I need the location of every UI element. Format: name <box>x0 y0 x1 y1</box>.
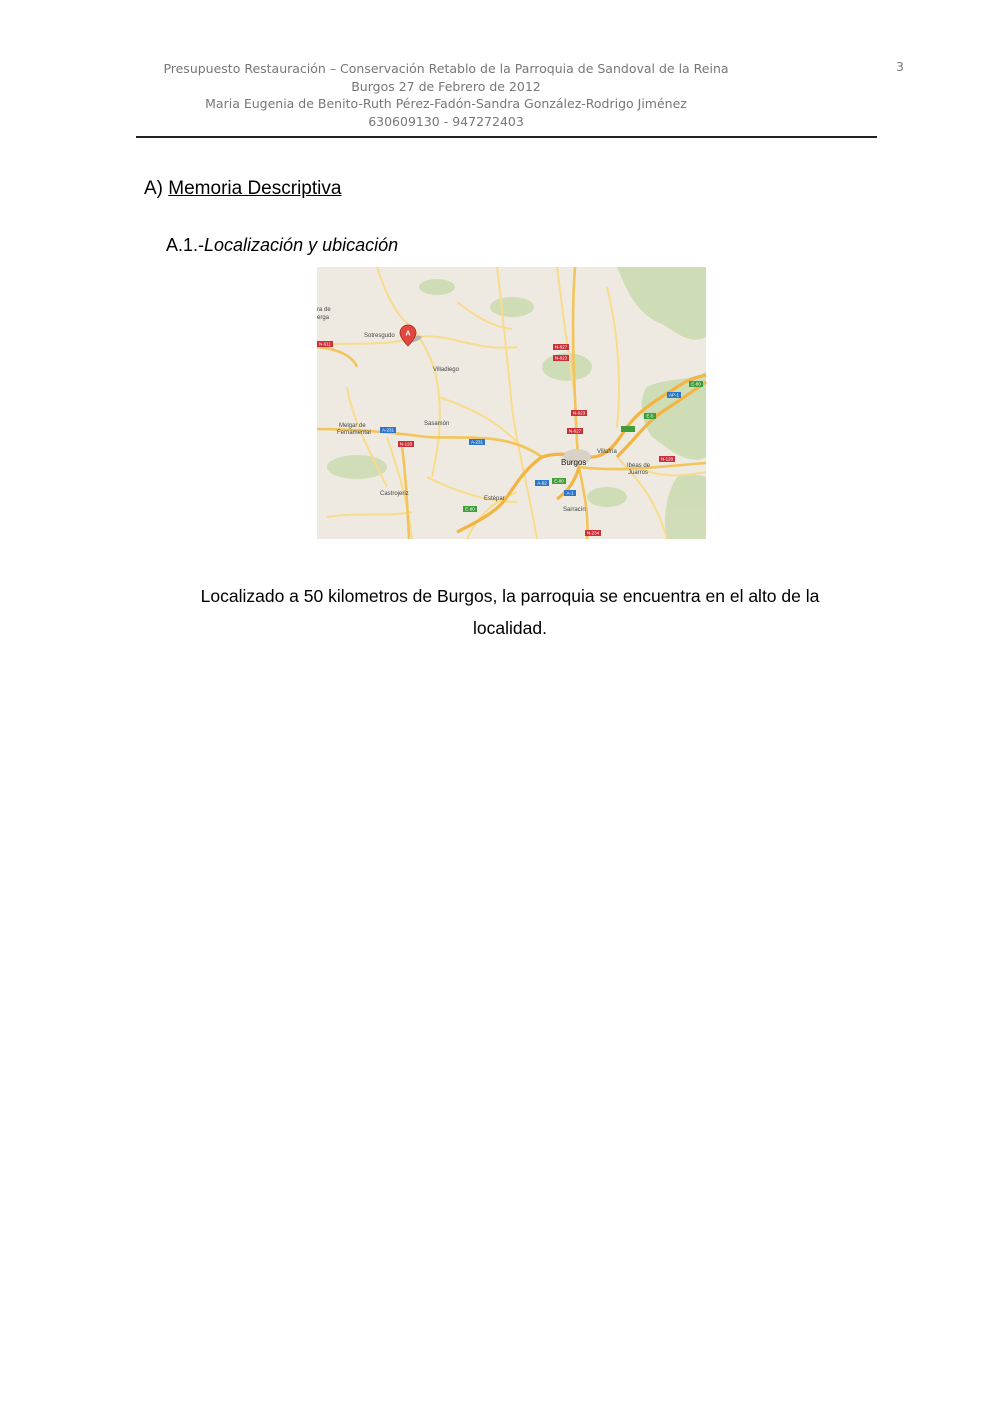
shield-n234 <box>585 530 601 536</box>
shield-e80-d <box>621 426 635 432</box>
shield-a62 <box>535 480 549 486</box>
subsection-title: Localización y ubicación <box>204 235 399 255</box>
shield-n120-a <box>398 441 414 447</box>
place-ibeas-1: Ibeas de <box>627 463 651 469</box>
header-authors: Maria Eugenia de Benito-Ruth Pérez-Fadón-Sandra González-Rodrigo Jiménez <box>205 96 687 111</box>
shield-e5 <box>644 413 656 419</box>
shield-e80-b <box>463 506 477 512</box>
shield-a231-b <box>469 439 485 445</box>
shield-n623-b <box>553 355 569 361</box>
shield-ap1 <box>667 392 681 398</box>
place-ibeas-2: Juarros <box>628 470 649 476</box>
section-title: Memoria Descriptiva <box>168 178 342 199</box>
shield-n611 <box>317 341 333 347</box>
page-number: 3 <box>896 59 904 74</box>
header-date: Burgos 27 de Febrero de 2012 <box>351 78 541 94</box>
header-phones: 630609130 - 947272403 <box>368 113 524 129</box>
svg-text:N-120: N-120 <box>399 441 413 447</box>
svg-text:N-234: N-234 <box>586 530 600 536</box>
place-burgos: Burgos <box>561 458 587 467</box>
subsection-heading <box>166 235 398 256</box>
place-melgar-1: Melgar de <box>339 423 366 429</box>
svg-text:E-80: E-80 <box>554 478 564 484</box>
svg-text:N-611: N-611 <box>319 341 331 347</box>
place-castrojeriz: Castrojeriz <box>380 491 409 497</box>
svg-text:N-120: N-120 <box>660 456 674 462</box>
place-villadiego: Villadiego <box>433 367 459 373</box>
svg-text:N-627: N-627 <box>267 213 280 218</box>
svg-text:N-627: N-627 <box>568 428 582 434</box>
subsection-prefix: A.1.- <box>166 235 205 255</box>
header-title: Presupuesto Restauración – Conservación Retablo de la Parroquia de Sandoval de la Reina <box>163 61 729 76</box>
svg-text:AP-1: AP-1 <box>668 392 680 398</box>
document-header <box>136 60 756 130</box>
shield-n623-c <box>571 410 587 416</box>
svg-text:A-62: A-62 <box>537 480 547 486</box>
shield-n120-b <box>659 456 675 462</box>
place-estepar: Estépar <box>484 496 505 502</box>
place-villafria: Villafría <box>597 449 617 455</box>
section-prefix: A) <box>144 178 163 199</box>
svg-text:E-5: E-5 <box>646 413 654 419</box>
shield-e80-a <box>552 478 566 484</box>
place-sotresgudo: Sotresgudo <box>364 333 395 339</box>
svg-text:A-1: A-1 <box>566 490 574 496</box>
shield-n627-b <box>567 428 583 434</box>
header-divider <box>136 136 877 138</box>
svg-text:N-623: N-623 <box>572 410 586 416</box>
svg-text:N-627: N-627 <box>554 344 568 350</box>
place-edge-1: ra de <box>317 307 331 313</box>
shield-e80-c <box>689 381 703 387</box>
svg-text:A-231: A-231 <box>470 439 484 445</box>
shield-a1 <box>564 490 576 496</box>
svg-text:E-80: E-80 <box>691 381 701 387</box>
marker-label: A <box>405 330 411 338</box>
svg-text:E-80: E-80 <box>465 506 475 512</box>
shield-n627-a <box>553 344 569 350</box>
shield-a231-a <box>380 427 396 433</box>
svg-text:A-231: A-231 <box>381 427 395 433</box>
location-paragraph: Localizado a 50 kilometros de Burgos, la parroquia se encuentra en el alto de la localidad. <box>200 586 820 638</box>
shield-n627-c <box>267 213 280 218</box>
place-sarracin: Sarracín <box>563 507 586 513</box>
section-heading <box>144 178 341 200</box>
place-sasamon: Sasamón <box>424 421 450 427</box>
svg-text:N-623: N-623 <box>554 355 568 361</box>
place-edge-2: erga <box>317 315 330 321</box>
place-melgar-2: Fernamental <box>337 430 371 436</box>
